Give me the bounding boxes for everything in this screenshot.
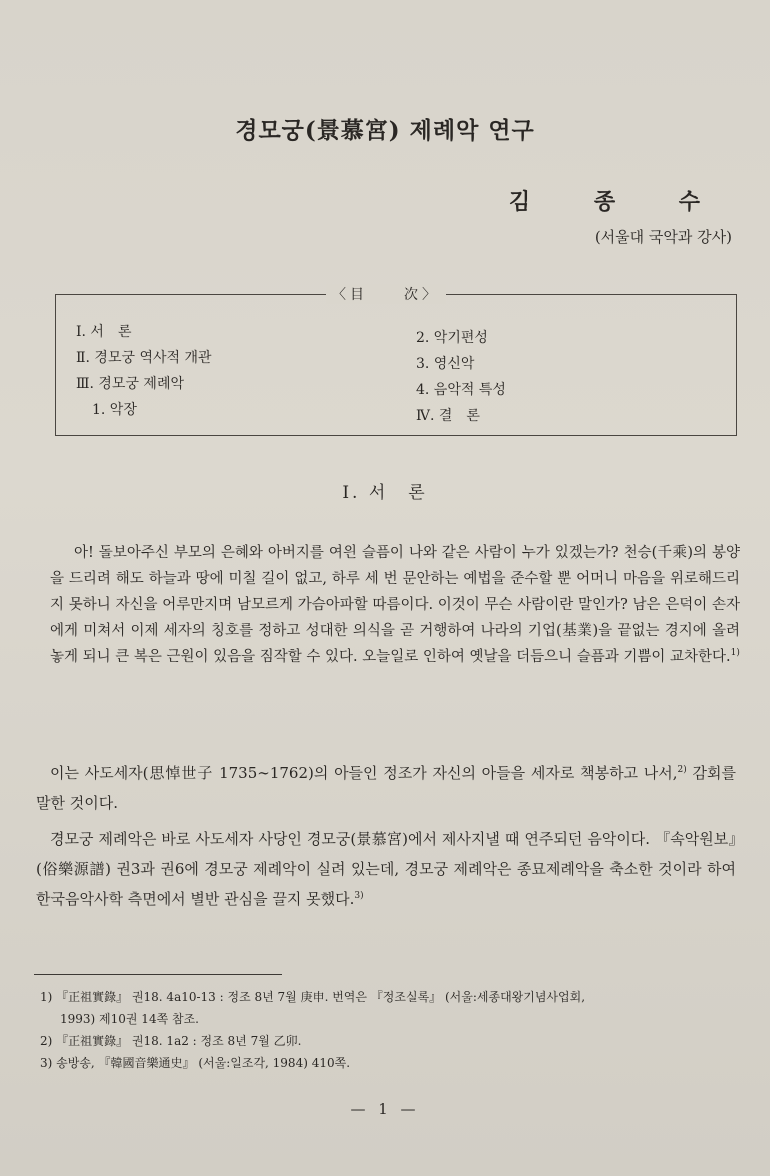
toc-item: 1. 악장 <box>92 402 137 418</box>
toc-item: 2. 악기편성 <box>416 330 488 346</box>
footnote-divider <box>34 974 282 975</box>
footnote-ref: 3) <box>354 891 364 901</box>
paragraph: 이는 사도세자(思悼世子 1735∼1762)의 아들인 정조가 자신의 아들을 세자로 책봉하고 나서,$^{2)}$ 감회를 말한 것이다. <box>36 764 736 812</box>
toc-item: 4. 음악적 특성 <box>416 382 506 398</box>
footnotes <box>40 986 740 1074</box>
author-name: 김 종 수 <box>508 189 728 215</box>
body-text <box>36 758 736 920</box>
block-quote <box>50 540 740 670</box>
toc-left-column <box>76 319 212 423</box>
toc-heading: 〈目 次〉 <box>326 284 446 304</box>
author-affiliation: (서울대 국악과 강사) <box>594 228 732 246</box>
toc-item: Ⅳ. 결 론 <box>416 408 480 424</box>
paragraph: 경모궁 제례악은 바로 사도세자 사당인 경모궁(景慕宮)에서 제사지낼 때 연주되던 음악이다. 『속악원보』(俗樂源譜) 권3과 권6에 경모궁 제례악이 실려 있는데, 경모궁 제례악은 종묘제례악을 축소한 것이라 하여 한국음악사학 측면에서 별반 관심을 끌지 못했다.$^{3)}$ <box>36 830 736 908</box>
toc-right-column <box>416 325 506 429</box>
toc-item: 3. 영신악 <box>416 356 475 372</box>
footnote: 1993) 제10권 14쪽 참조. <box>60 1012 199 1026</box>
footnote: 2) 『正祖實錄』 권18. 1a2 : 정조 8년 7월 乙卯. <box>40 1034 302 1048</box>
page-number: — 1 — <box>350 1100 420 1118</box>
section-heading: Ⅰ. 서 론 <box>342 483 428 503</box>
footnote-ref: 1) <box>730 648 740 659</box>
footnote-ref: 2) <box>677 765 687 775</box>
paper-title: 경모궁(景慕宮) 제례악 연구 <box>235 117 535 144</box>
toc-item: Ⅰ. 서 론 <box>76 324 132 340</box>
toc-item: Ⅱ. 경모궁 역사적 개관 <box>76 350 212 366</box>
quote-text: 아! 돌보아주신 부모의 은혜와 아버지를 여읜 슬픔이 나와 같은 사람이 누가 있겠는가? 천승(千乘)의 봉양을 드리려 해도 하늘과 땅에 미칠 길이 없고, 하루 세 번 문안하는 예법을 준수할 뿐 어머니 마음을 위로해드리지 못하니 자신을 어루만지며 남모르게 가슴아파할 따름이다. 이것이 무슨 사람이란 말인가? 남은 은덕이 손자에게 미쳐서 이제 세자의 칭호를 정하고 성대한 의식을 곧 거행하여 나라의 기업(基業)을 끝없는 경지에 올려놓게 되니 큰 복은 근원이 있음을 짐작할 수 있다. 오늘일로 인하여 옛날을 더듬으니 슬픔과 기쁨이 교차한다. <box>50 545 740 665</box>
footnote: 3) 송방송, 『韓國音樂通史』 (서울:일조각, 1984) 410쪽. <box>40 1056 351 1070</box>
table-of-contents <box>55 287 737 436</box>
footnote: 1) 『正祖實錄』 권18. 4a10-13 : 정조 8년 7월 庚申. 번역은 『정조실록』 (서울:세종대왕기념사업회, <box>40 990 586 1004</box>
toc-item: Ⅲ. 경모궁 제례악 <box>76 376 184 392</box>
